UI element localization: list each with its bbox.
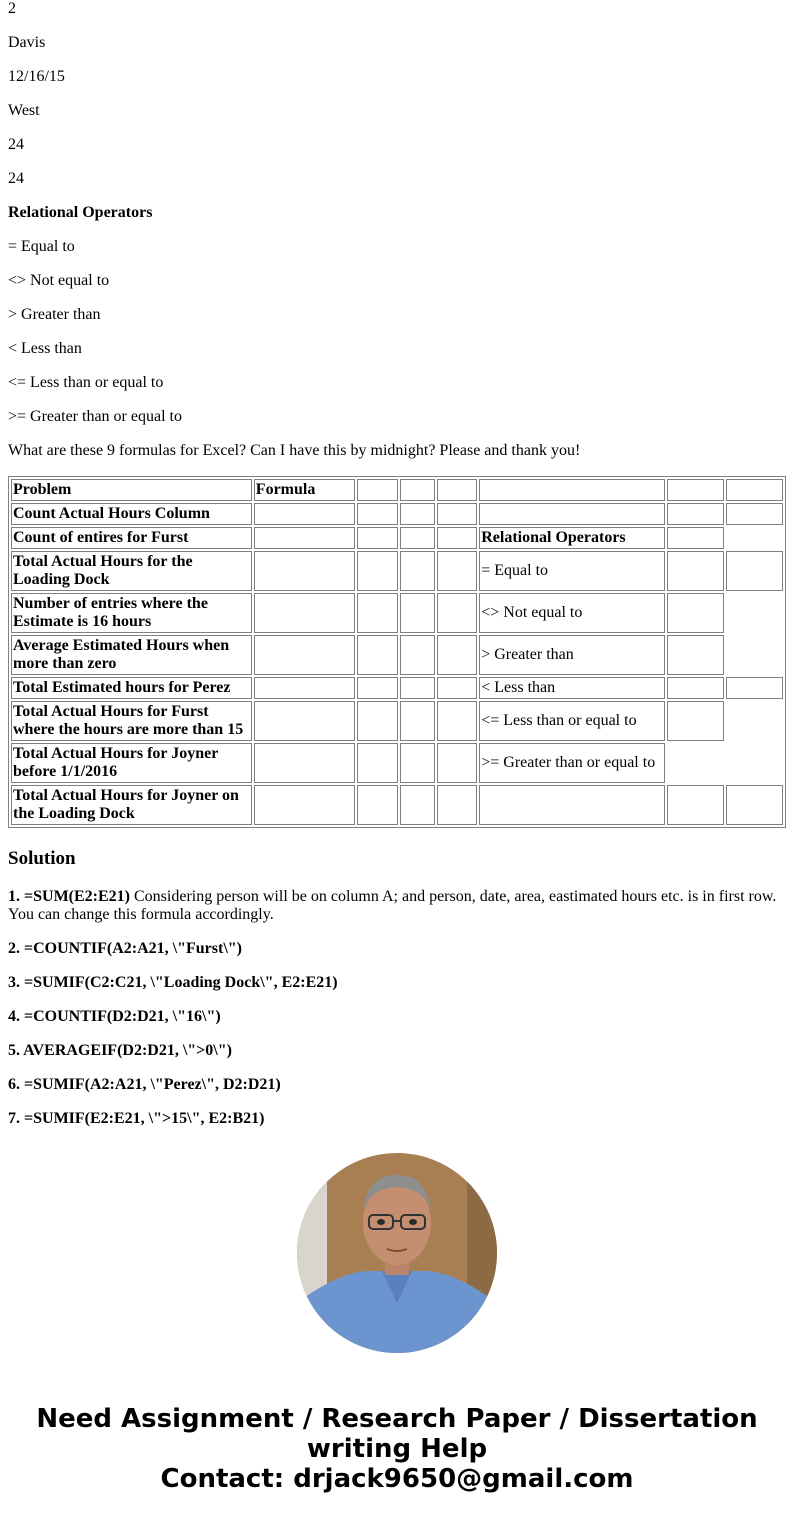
question-text: What are these 9 formulas for Excel? Can I have this by midnight? Please and thank you! (8, 442, 581, 459)
problem-cell: Total Estimated hours for Perez (11, 677, 252, 699)
side-op: = Equal to (479, 551, 665, 591)
solution-item: 6. =SUMIF(A2:A21, \"Perez\", D2:D21) (8, 1076, 281, 1093)
problem-cell: Count of entires for Furst (11, 527, 252, 549)
text-line: 12/16/15 (8, 68, 65, 85)
avatar (297, 1153, 497, 1353)
side-op: < Less than (479, 677, 665, 699)
problem-cell: Count Actual Hours Column (11, 503, 252, 525)
text-line: Davis (8, 34, 46, 51)
operator-line: = Equal to (8, 238, 75, 255)
text-line: 2 (8, 0, 16, 17)
solution-item: 4. =COUNTIF(D2:D21, \"16\") (8, 1008, 221, 1025)
promo-contact[interactable]: Contact: drjack9650@gmail.com (160, 1464, 634, 1494)
solution-item: 7. =SUMIF(E2:E21, \">15\", E2:B21) (8, 1110, 265, 1127)
table-row (11, 503, 783, 525)
solution-heading: Solution (8, 848, 76, 869)
problem-cell: Average Estimated Hours when more than zero (11, 635, 252, 675)
header-formula: Formula (254, 479, 356, 501)
table-row (11, 701, 783, 741)
side-op: > Greater than (479, 635, 665, 675)
operator-line: > Greater than (8, 306, 101, 323)
operator-line: <= Less than or equal to (8, 374, 164, 391)
table-row (11, 593, 783, 633)
problem-cell: Total Actual Hours for Joyner before 1/1/2016 (11, 743, 252, 783)
header-problem: Problem (11, 479, 252, 501)
problem-cell: Total Actual Hours for the Loading Dock (11, 551, 252, 591)
promo-banner (0, 1404, 794, 1494)
solution-item: 2. =COUNTIF(A2:A21, \"Furst\") (8, 940, 242, 957)
operators-heading: Relational Operators (8, 204, 153, 221)
side-op: >= Greater than or equal to (479, 743, 665, 783)
solution-item: 1. =SUM(E2:E21) Considering person will be on column A; and person, date, area, eastimated hours etc. is in first row. You can change this formula accordingly. (8, 888, 777, 923)
operator-line: < Less than (8, 340, 82, 357)
text-line: West (8, 102, 40, 119)
table-row (11, 479, 783, 501)
solution-item: 3. =SUMIF(C2:C21, \"Loading Dock\", E2:E21) (8, 974, 338, 991)
operator-line: >= Greater than or equal to (8, 408, 182, 425)
text-line: 24 (8, 170, 24, 187)
solution-item: 5. AVERAGEIF(D2:D21, \">0\") (8, 1042, 232, 1059)
table-row (11, 527, 783, 549)
side-heading: Relational Operators (479, 527, 665, 549)
table-row (11, 677, 783, 699)
table-row (11, 785, 783, 825)
side-op: <= Less than or equal to (479, 701, 665, 741)
table-row (11, 635, 783, 675)
operator-line: <> Not equal to (8, 272, 110, 289)
side-op: <> Not equal to (479, 593, 665, 633)
problem-cell: Total Actual Hours for Joyner on the Loading Dock (11, 785, 252, 825)
avatar-photo (297, 1153, 497, 1353)
promo-line: Need Assignment / Research Paper / Dissertation writing Help (36, 1404, 758, 1464)
table-row (11, 551, 783, 591)
problem-cell: Total Actual Hours for Furst where the hours are more than 15 (11, 701, 252, 741)
table-row (11, 743, 783, 783)
problem-table (8, 476, 786, 828)
problem-cell: Number of entries where the Estimate is 16 hours (11, 593, 252, 633)
text-line: 24 (8, 136, 24, 153)
